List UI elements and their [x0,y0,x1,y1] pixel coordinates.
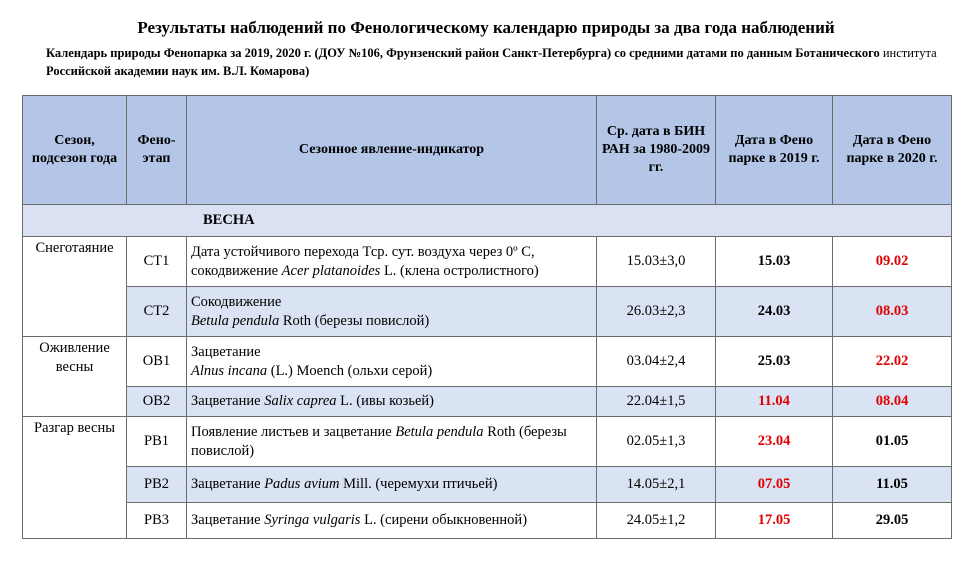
species-name: Acer platanoides [281,262,381,279]
avg-date: 03.04±2,4 [597,337,716,387]
phenomenon-cell [187,387,597,417]
date-2019: 15.03 [716,237,833,287]
phenomenon-cell [187,337,597,387]
date-2019: 24.03 [716,287,833,337]
season-revival: Оживление весны [23,337,127,417]
desc-text: Roth (березы повислой) [279,312,430,329]
phenology-table [22,95,952,539]
date-2019: 07.05 [716,467,833,503]
header-phenomenon: Сезонное явление-индикатор [187,96,597,205]
desc-text: Зацветание [191,512,265,528]
date-2020: 29.05 [833,503,952,539]
date-2020: 09.02 [833,237,952,287]
page-title: Результаты наблюдений по Фенологическому календарю природы за два года наблюдений [137,18,835,37]
date-2020: 01.05 [833,417,952,467]
header-row [23,96,952,205]
date-2019: 11.04 [716,387,833,417]
table-row [23,417,952,467]
species-name: Betula pendula [191,312,280,329]
table-row [23,237,952,287]
species-name: Betula pendula [395,423,484,440]
stage-code: РВ2 [127,467,187,503]
table-row [23,287,952,337]
desc-text: Появление листьев и зацветание [191,423,396,440]
date-2020: 08.04 [833,387,952,417]
header-2019: Дата в Фено парке в 2019 г. [716,96,833,205]
avg-date: 22.04±1,5 [597,387,716,417]
phenomenon-cell [187,237,597,287]
desc-text: L. (клена остролистного) [380,262,539,279]
avg-date: 02.05±1,3 [597,417,716,467]
stage-code: СТ1 [127,237,187,287]
desc-text: Зацветание [191,343,261,360]
desc-text: Сокодвижение [191,293,282,310]
phenomenon-cell [187,467,597,503]
subtitle-part2: института [882,46,937,60]
desc-text: L. (ивы козьей) [336,393,435,409]
date-2019: 17.05 [716,503,833,539]
header-season: Сезон, подсезон года [23,96,127,205]
date-2019: 25.03 [716,337,833,387]
avg-date: 15.03±3,0 [597,237,716,287]
date-2019: 23.04 [716,417,833,467]
season-snowmelt: Снеготаяние [23,237,127,337]
season-peak: Разгар весны [23,417,127,539]
header-stage: Фено-этап [127,96,187,205]
stage-code: РВ1 [127,417,187,467]
header-avg-date: Ср. дата в БИН РАН за 1980-2009 гг. [597,96,716,205]
desc-text: L. (сирени обыкновенной) [360,512,528,528]
phenomenon-cell [187,417,597,467]
table-row [23,503,952,539]
species-name: Alnus incana [191,362,268,379]
avg-date: 14.05±2,1 [597,467,716,503]
stage-code: ОВ1 [127,337,187,387]
table-row [23,337,952,387]
desc-text: Mill. (черемухи птичьей) [339,476,498,492]
desc-text: (L.) Moench (ольхи серой) [267,362,433,379]
phenomenon-cell [187,287,597,337]
stage-code: ОВ2 [127,387,187,417]
date-2020: 08.03 [833,287,952,337]
table-row [23,387,952,417]
header-2020: Дата в Фено парке в 2020 г. [833,96,952,205]
phenomenon-cell [187,503,597,539]
desc-text: Дата устойчивого перехода Тср. сут. воздуха через 0º С, сокодвижение [191,243,535,279]
table-row [23,467,952,503]
desc-text: Зацветание [191,476,265,492]
date-2020: 11.05 [833,467,952,503]
section-label: ВЕСНА [23,205,952,237]
date-2020: 22.02 [833,337,952,387]
subtitle-part3: Российской академии наук им. В.Л. Комарова) [46,64,310,78]
stage-code: РВ3 [127,503,187,539]
species-name: Padus avium [264,476,340,492]
page-subtitle [46,44,946,80]
avg-date: 24.05±1,2 [597,503,716,539]
avg-date: 26.03±2,3 [597,287,716,337]
stage-code: СТ2 [127,287,187,337]
species-name: Syringa vulgaris [264,512,361,528]
desc-text: Roth (березы повислой) [191,423,567,459]
desc-text: Зацветание [191,393,265,409]
subtitle-part1: Календарь природы Фенопарка за 2019, 2020 г. (ДОУ №106, Фрунзенский район Санкт-Петербурга) со средними датами по данным Ботанического [46,46,883,60]
section-row [23,205,952,237]
species-name: Salix caprea [264,393,337,409]
